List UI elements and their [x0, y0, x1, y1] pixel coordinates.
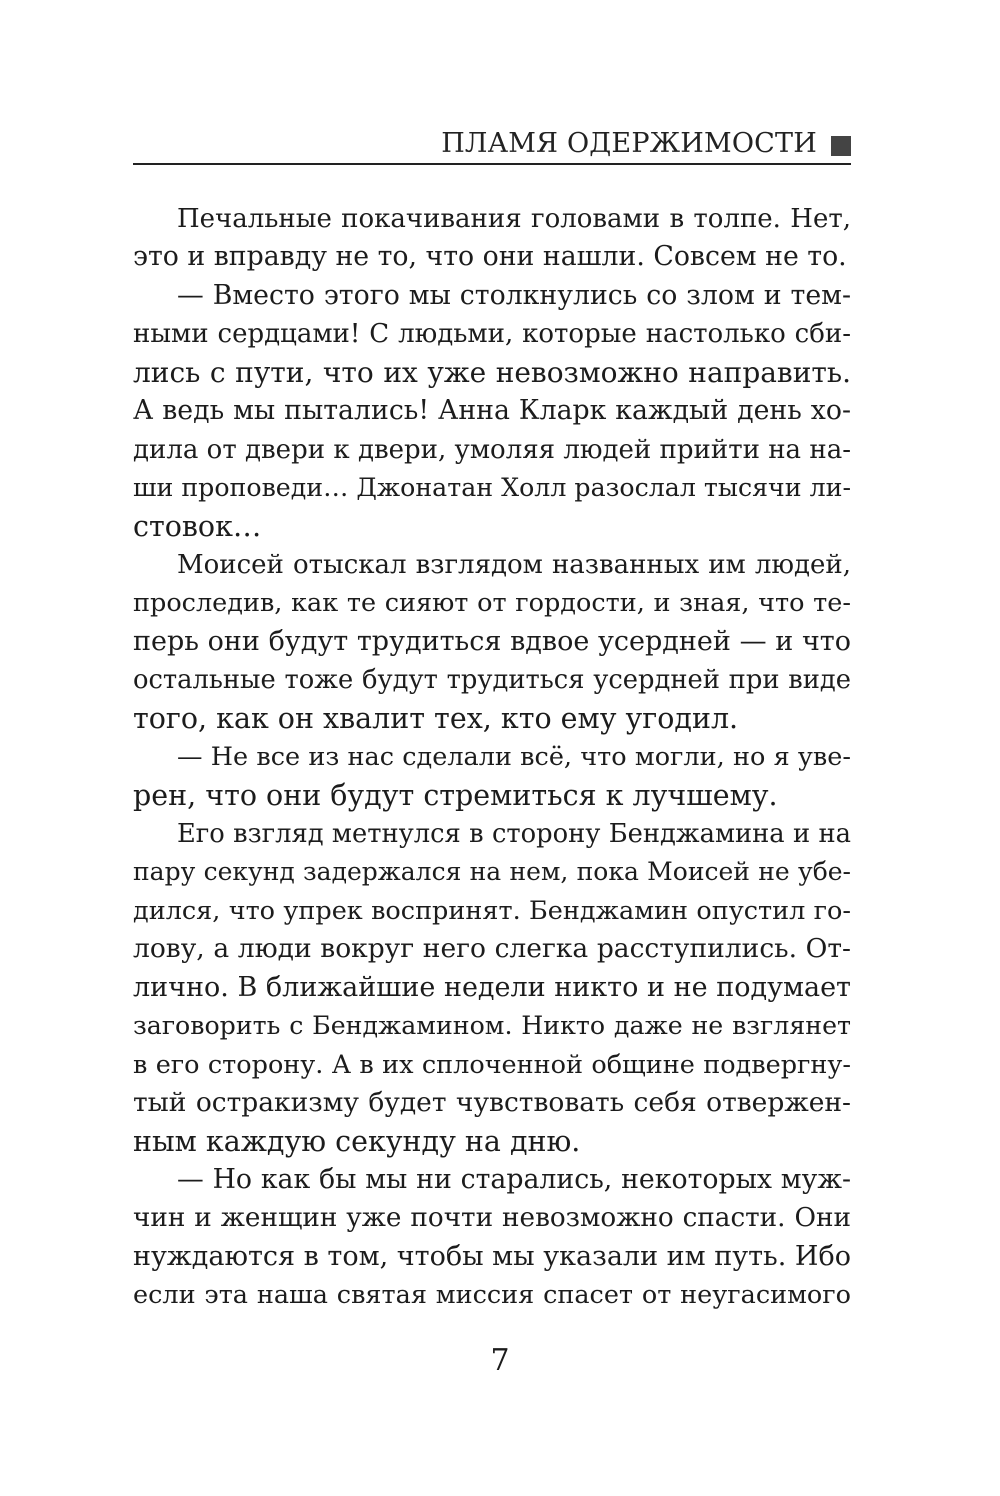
text-line: в его сторону. А в их сплоченной общине подвергну- [133, 1049, 851, 1080]
text-line: ными сердцами! С людьми, которые настолько сби- [133, 319, 851, 350]
text-line: Его взгляд метнулся в сторону Бенджамина и на [177, 819, 851, 849]
text-line: — Но как бы мы ни старались, некоторых муж- [177, 1163, 851, 1195]
text-line: это и вправду не то, что они нашли. Совсем не то. [133, 241, 847, 273]
text-line: того, как он хвалит тех, кто ему угодил. [133, 701, 739, 735]
text-line: А ведь мы пытались! Анна Кларк каждый день хо- [133, 395, 851, 427]
text-line: лись с пути, что их уже невозможно направить. [133, 355, 851, 389]
text-line: нуждаются в том, чтобы мы указали им путь. Ибо [133, 1240, 851, 1272]
text-line: если эта наша святая миссия спасет от неугасимого [133, 1280, 851, 1311]
text-line: — Не все из нас сделали всё, что могли, но я уве- [177, 742, 851, 773]
text-line: тый остракизму будет чувствовать себя отвержен- [133, 1087, 851, 1119]
text-line: заговорить с Бенджамином. Никто даже не взглянет [133, 1011, 851, 1041]
text-line: рен, что они будут стремиться к лучшему. [133, 778, 778, 812]
text-line: перь они будут трудиться вдвое усердней — и что [133, 625, 851, 657]
text-line: — Вместо этого мы столкнулись со злом и тем- [177, 279, 851, 311]
text-line: чин и женщин уже почти невозможно спасти. Они [133, 1203, 851, 1234]
text-line: Печальные покачивания головами в толпе. Нет, [177, 204, 851, 234]
text-line: дился, что упрек воспринят. Бенджамин опустил го- [133, 895, 851, 926]
header-rule [133, 163, 851, 165]
square-ornament-icon [831, 136, 851, 156]
text-line: Моисей отыскал взглядом названных им людей, [177, 549, 851, 580]
text-line: проследив, как те сияют от гордости, и зная, что те- [133, 588, 851, 619]
page-number: 7 [490, 1343, 510, 1378]
book-title: ПЛАМЯ ОДЕРЖИМОСТИ [441, 128, 817, 159]
text-line: дила от двери к двери, умоляя людей прийти на на- [133, 434, 851, 465]
text-line: лову, а люди вокруг него слегка расступились. От- [133, 933, 851, 965]
text-line: стовок… [133, 509, 262, 543]
body-text [133, 200, 851, 1315]
text-line: пару секунд задержался на нем, пока Моисей не убе- [133, 857, 851, 887]
text-line: ши проповеди… Джонатан Холл разослал тысячи ли- [133, 473, 851, 503]
running-head [133, 126, 851, 162]
text-line: ным каждую секунду на дню. [133, 1124, 581, 1158]
text-line: остальные тоже будут трудиться усердней при виде [133, 665, 851, 696]
text-line: лично. В ближайшие недели никто и не подумает [133, 971, 851, 1003]
